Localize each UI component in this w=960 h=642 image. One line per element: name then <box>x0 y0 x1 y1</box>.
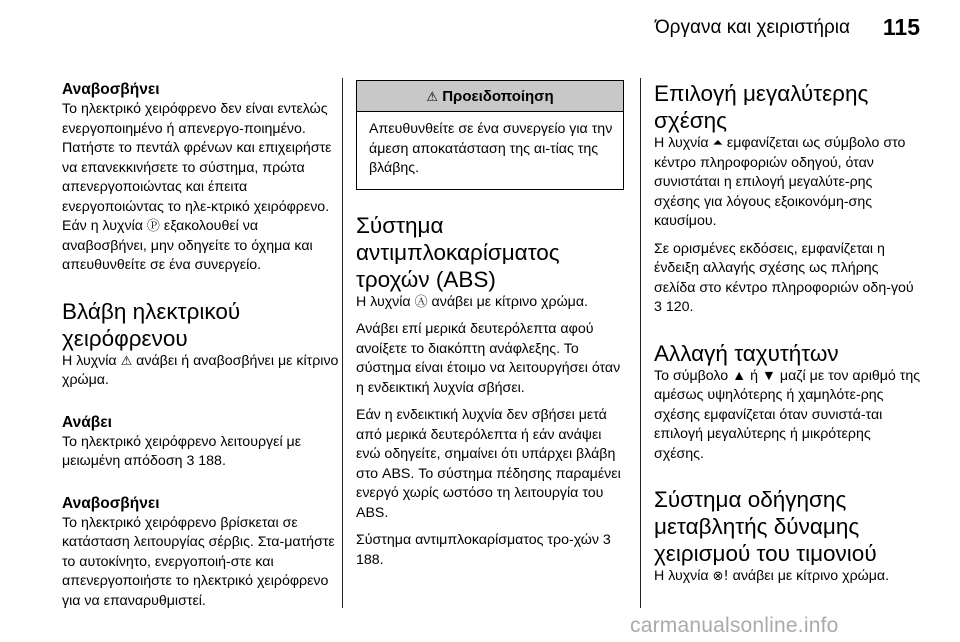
paragraph <box>62 100 342 276</box>
section-heading: Αναβοσβήνει <box>62 494 160 512</box>
section-heading: Σύστημα οδήγησης μεταβλητής δύναμης χειρισμού του τιμονιού <box>654 487 877 566</box>
paragraph <box>62 352 342 391</box>
paragraph: Ανάβει επί μερικά δευτερόλεπτα αφού ανοίξετε το διακόπτη ανάφλεξης. Το σύστημα είναι έτοιμο να λειτουργήσει όταν η ενδεικτική λυχνία σβήσει. <box>356 321 621 396</box>
paragraph: Το σύμβολο ▲ ή ▼ μαζί με τον αριθμό της αμέσως υψηλότερης ή χαμηλότε‑ρης σχέσης εμφανίζεται όταν συνιστά‑ται επιλογή μεγαλύτερης ή μικρότερης σχέσης. <box>654 367 921 462</box>
text: Σύστημα αντιμπλοκαρίσματος τρο‑χών <box>356 532 599 548</box>
warning-title: Προειδοποίηση <box>442 88 554 105</box>
section-heading: Αναβοσβήνει <box>62 81 160 98</box>
column-divider <box>342 78 343 608</box>
paragraph: Το ηλεκτρικό χειρόφρενο βρίσκεται σε κατάσταση λειτουργίας σέρβις. Στα‑ματήστε το αυτοκίνητο, ενεργοποιή‑στε και απενεργοποιήστε το ηλεκτρικό χειρόφρενο για να επαναρυθμιστεί. <box>62 514 335 609</box>
brake-fault-icon: ⚠ <box>120 353 133 369</box>
column-right <box>654 80 922 587</box>
page-number: 115 <box>882 14 920 40</box>
warning-text: Απευθυνθείτε σε ένα συνεργείο για την άμεση αποκατάσταση της αι‑τίας της βλάβης. <box>369 121 613 176</box>
text: Η λυχνία <box>654 568 709 584</box>
column-left <box>62 80 342 611</box>
warning-header <box>357 81 623 112</box>
section-heading: Βλάβη ηλεκτρικού χειρόφρενου <box>62 298 241 351</box>
shift-up-icon: ⏶ <box>712 136 723 151</box>
steering-fault-icon: ⊗! <box>712 569 729 584</box>
section-heading: Ανάβει <box>62 413 112 431</box>
text: εμφανίζεται ως σύμβολο στο κέντρο πληροφοριών οδηγού, όταν συνιστάται η επιλογή μεγαλύτε‑ρης σχέσης για λόγους εξοικονόμη‑σης καυσίμου. <box>654 135 906 229</box>
chapter-title: Όργανα και χειριστήρια <box>654 17 850 38</box>
text: ανάβει με κίτρινο χρώμα. <box>431 293 588 310</box>
paragraph <box>356 531 624 570</box>
paragraph <box>356 293 624 313</box>
text: Η λυχνία <box>62 352 117 369</box>
section-heading: Αλλαγή ταχυτήτων <box>654 340 839 366</box>
paragraph <box>654 134 922 232</box>
column-divider <box>640 78 641 608</box>
section-heading: Σύστημα αντιμπλοκαρίσματος τροχών (ABS) <box>356 212 560 292</box>
text: Σε ορισμένες εκδόσεις, εμφανίζεται η ένδειξη αλλαγής σχέσης ως πλήρης σελίδα στο κέντρο πληροφοριών οδη‑γού <box>654 240 914 296</box>
column-middle <box>356 80 624 570</box>
abs-icon: Ⓐ <box>414 294 428 310</box>
paragraph <box>62 433 342 472</box>
watermark: carmanualsonline.info <box>630 614 839 637</box>
text: εξακολουθεί να αναβοσβήνει, μην οδηγείτε το όχημα και απευθυνθείτε σε ένα συνεργείο. <box>62 218 313 273</box>
page-reference: 3 120. <box>654 299 694 315</box>
paragraph <box>654 240 922 318</box>
text: Το ηλεκτρικό χειρόφρενο δεν είναι εντελώς ενεργοποιημένο ή απενεργο‑ποιημένο. Πατήστε το πεντάλ φρένων και επιχειρήστε να επανεκκινήσετε το σύστημα, πρώτα απενεργοποιώντας και έπειτα ενεργοποιώντας το ηλε‑κτρικό χειρόφρενο. Εάν η λυχνία <box>62 101 332 234</box>
text: Η λυχνία <box>654 135 709 151</box>
paragraph: Εάν η ενδεικτική λυχνία δεν σβήσει μετά από μερικά δευτερόλεπτα ή εάν ανάψει ενώ οδηγείτε, σημαίνει ότι υπάρχει βλάβη στο ABS. Το σύστημα πέδησης παραμένει ενεργό χωρίς ωστόσο τη λειτουργία του ABS. <box>356 407 621 521</box>
page-header <box>0 0 960 60</box>
parking-brake-icon: Ⓟ <box>146 219 160 234</box>
warning-icon: ⚠ <box>426 90 439 105</box>
text: ανάβει με κίτρινο χρώμα. <box>732 568 890 584</box>
text: Το ηλεκτρικό χειρόφρενο λειτουργεί με μειωμένη απόδοση <box>62 433 302 469</box>
page-reference: 3 188. <box>186 453 226 469</box>
text: Η λυχνία <box>356 293 411 310</box>
section-heading: Επιλογή μεγαλύτερης σχέσης <box>654 81 869 133</box>
paragraph <box>654 567 922 587</box>
page-reference: 3 188. <box>356 532 611 568</box>
warning-box <box>356 80 624 190</box>
text: ανάβει ή αναβοσβήνει με κίτρινο χρώμα. <box>62 352 339 388</box>
